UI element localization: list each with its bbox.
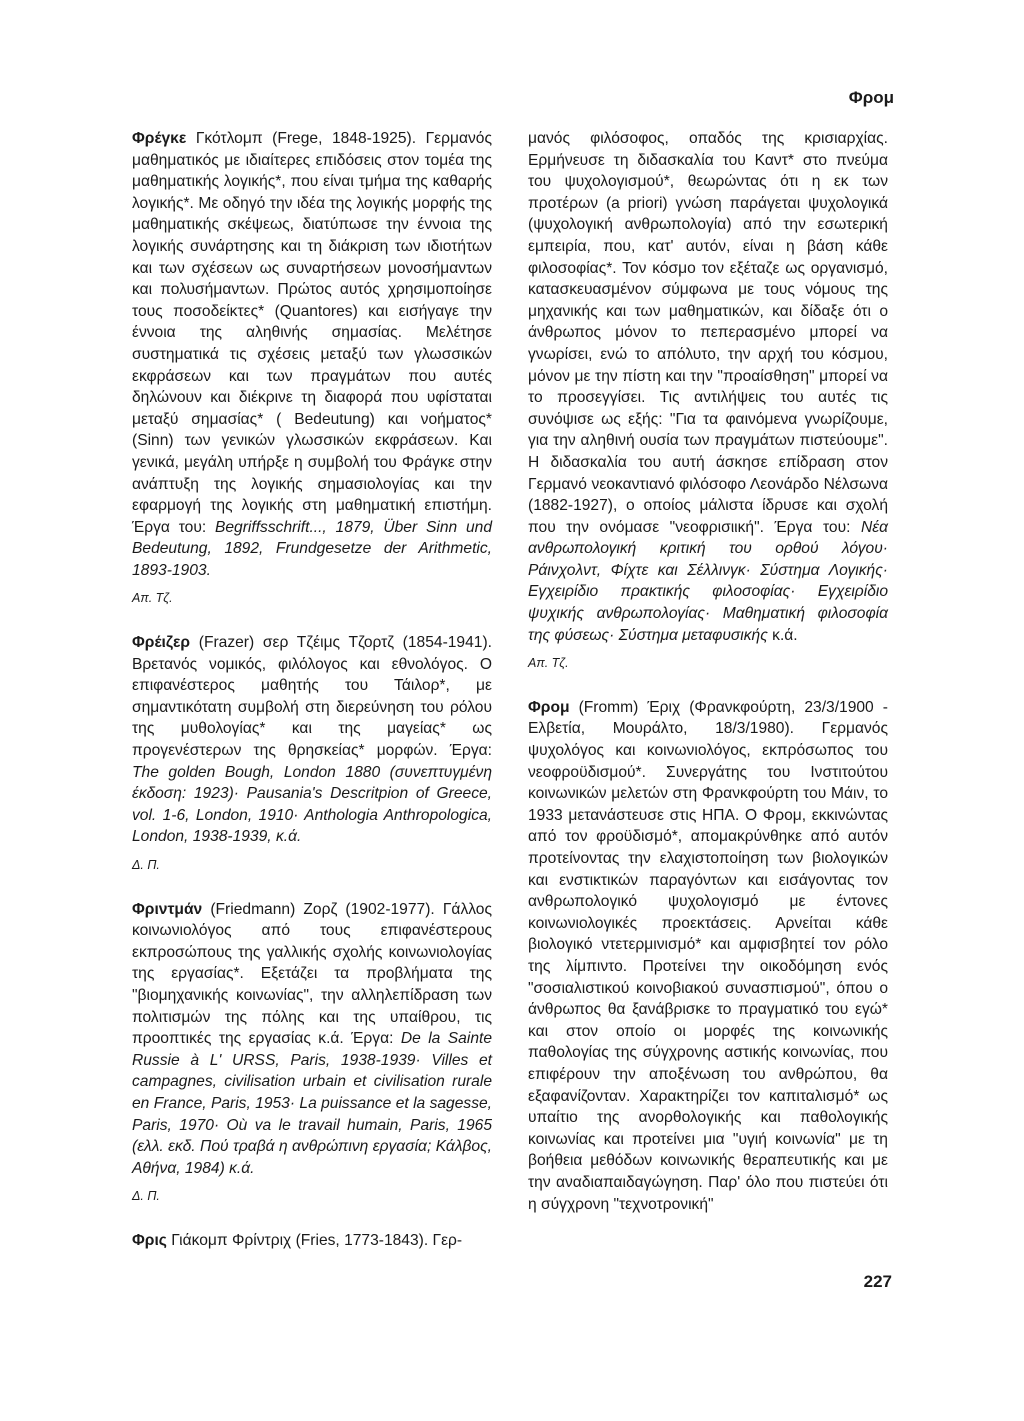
entry-text: (Frazer) σερ Τζέιμς Τζορτζ (1854-1941). Βρετανός νομικός, φιλόλογος και εθνολόγος. Ο επιφανέστερος μαθητής του Τάιλορ*, με σημαντικότατη συμβολή στη διερεύνηση του ρόλου της μυθολογίας* και της μαγείας* ως προγενέστερων της θρησκείας* μορφών. Έργα: [132,634,492,760]
author-initials: Δ. Π. [132,1189,160,1204]
headword: Φρομ [528,698,570,716]
entry-body [528,128,888,646]
left-column [132,128,492,1274]
right-column [528,128,888,1237]
entry-works: De la Sainte Russie à L' URSS, Paris, 1938-1939· Villes et campagnes, civilisation urbain et civilisation rurale en France, Paris, 1953· La puissance et la sagesse, Paris, 1970· Où va le travail humain, Paris, 1965 (ελλ. εκδ. Πού τραβά η ανθρώπινη εργασία; Κάλβος, Αθήνα, 1984) κ.ά. [132,1030,492,1177]
entry-body [528,697,888,1215]
entry-works: The golden Bough, London 1880 (συνεπτυγμένη έκδοση: 1923)· Pausania's Descritpion of Greece, vol. 1-6, London, 1910· Anthologia Anthropologica, London, 1938-1939, κ.ά. [132,763,492,846]
entry-works: Νέα ανθρωπολογική κριτική του ορθού λόγου· Ράινχολντ, Φίχτε και Σέλλινγκ· Σύστημα Λογικής· Εγχειρίδιο πρακτικής φιλοσοφίας· Εγχειρίδιο ψυχικής ανθρωπολογίας· Μαθηματική φιλοσοφία της φύσεως· Σύστημα μεταφυσικής [528,518,888,644]
entry-fries-continued [528,128,888,675]
entry-text: Γιάκομπ Φρίντριχ (Fries, 1773-1843). Γερ- [171,1231,463,1249]
author-initials: Δ. Π. [132,858,160,872]
entry-text: μανός φιλόσοφος, οπαδός της κρισιαρχίας. Ερμήνευσε τη διδασκαλία του Καντ* στο πνεύμα του ψυχολογισμού*, θεωρώντας ότι η εκ των προτέρων (a priori) γνώση παράγεται ψυχολογικά (ψυχολογική ανθρωπολογία) από την εσωτερική εμπειρία, που, κατ' αυτόν, είναι η βάση κάθε φιλοσοφίας*. Τον κόσμο τον εξέταζε ως οργανισμό, κατασκευασμένον σύμφωνα με τους νόμους της μηχανικής και των μαθηματικών, και δίδαξε ότι ο άνθρωπος μόνον το πεπερασμένο μπορεί να γνωρίσει, ενώ το απόλυτο, την αρχή του κόσμου, μόνον με την πίστη και την "προαίσθηση" μπορεί να το προσεγγίσει. Τις αντιλήψεις του αυτές τις συνόψισε ως εξής: "Για τα φαινόμενα γνωρίζουμε, για την αληθινή ουσία των πραγμάτων πιστεύουμε". Η διδασκαλία του αυτή άσκησε επίδραση στον Γερμανό νεοκαντιανό φιλόσοφο Λεονάρδο Νέλσωνα (1882-1927), ο οποίος μάλιστα ίδρυσε και σχολή που την ονόμασε "νεοφρισιική". Έργα του: [528,130,888,536]
entry-friedmann [132,899,492,1208]
page-number: 227 [863,1272,892,1291]
headword: Φρις [132,1231,167,1249]
entry-fromm [528,697,888,1215]
entry-frege [132,128,492,610]
entry-body [132,128,492,581]
running-head: Φρομ [848,88,894,107]
headword: Φρέιζερ [132,634,191,652]
entry-frazer [132,632,492,877]
author-initials: Απ. Τζ. [528,656,569,671]
entry-works-tail: κ.ά. [767,626,798,644]
headword: Φριντμάν [132,900,203,918]
entry-body [132,1230,492,1252]
entry-body [132,899,492,1180]
entry-works: Begriffsschrift..., 1879, Über Sinn und Bedeutung, 1892, Frundgesetze der Arithmetic, 1893-1903. [132,518,492,579]
headword: Φρέγκε [132,130,187,147]
entry-text: (Friedmann) Ζορζ (1902-1977). Γάλλος κοινωνιολόγος από τους επιφανέστερους εκπροσώπους της γαλλικής σχολής κοινωνιολογίας της εργασίας*. Εξετάζει τα προβλήματα της "βιομηχανικής κοινωνίας", την αλληλεπίδραση των πολιτισμών της πόλης και της υπαίθρου, τις προοπτικές της εργασίας κ.ά. Έργα: [132,900,492,1048]
author-initials: Απ. Τζ. [132,591,173,606]
entry-text: (Fromm) Έριχ (Φρανκφούρτη, 23/3/1900 - Ελβετία, Μουράλτο, 18/3/1980). Γερμανός ψυχολόγος και κοινωνιολόγος, εκπρόσωπος του νεοφροϋδισμού*. Συνεργάτης του Ινστιτούτου κοινωνικών μελετών στη Φρανκφούρτη του Μάιν, το 1933 μετανάστευσε στις ΗΠΑ. Ο Φρομ, εκκινώντας από τον φροϋδισμό*, απομακρύνθηκε από αυτόν προτείνοντας την ελαχιστοποίηση των βιολογικών και ενστικτικών παραγόντων και εισάγοντας τον ανθρωπολογικό ψυχολογισμό με έντονες κοινωνιολογικές προεκτάσεις. Αρνείται κάθε βιολογικό ντετερμινισμό* και αμφισβητεί τον ρόλο της λίμπιντο. Προτείνει την οικοδόμηση ενός "σοσιαλιστικού κοινοβιακού συνασπισμού", όπου ο άνθρωπος θα ξανάβρισκε το πραγματικό του εγώ* και στον οποίο οι μορφές της κοινωνικής παθολογίας της σύγχρονης αστικής κοινωνίας, που επιφέρουν την αποξένωση του ανθρώπου, θα εξαφανίζονταν. Χαρακτηρίζει τον καπιταλισμό* ως υπαίτιο της ανορθολογικής και παθολογικής κοινωνίας και προτείνει μια "υγιή κοινωνία" με τη βοήθεια μεθόδων κοινωνικής θεραπευτικής και με την αναδιαπαιδαγώγηση. Παρ' όλο που πιστεύει ότι η σύγχρονη "τεχνοτρονική" [528,698,888,1213]
entry-text: Γκότλομπ (Frege, 1848-1925). Γερμανός μαθηματικός με ιδιαίτερες επιδόσεις στον τομέα της μαθηματικής λογικής*, που είναι τμήμα της καθαρής λογικής*. Με οδηγό την ιδέα της λογικής μορφής της μαθηματικής σκέψεως, διατύπωσε την έννοια της λογικής συνάρτησης και τη διάκριση των ιδιοτήτων και των σχέσεων ως συναρτήσεων μονοσήμαντων και πολυσήμαντων. Πρώτος αυτός χρησιμοποίησε τους ποσοδείκτες* (Quantores) και εισήγαγε την έννοια της αληθινής σημασίας. Μελέτησε συστηματικά τις σχέσεις μεταξύ των γλωσσικών εκφράσεων και των πραγμάτων που αυτές δηλώνουν και διέκρινε τη διαφορά που υφίσταται μεταξύ σημασίας* ( Bedeutung) και νοήματος* (Sinn) των γενικών γλωσσικών εκφράσεων. Και γενικά, μεγάλη υπήρξε η συμβολή του Φράγκε στην ανάπτυξη της λογικής σημασιολογίας και την εφαρμογή της λογικής στη μαθηματική επιστήμη. Έργα του: [132,130,492,536]
entry-fries [132,1230,492,1252]
entry-body [132,632,492,848]
